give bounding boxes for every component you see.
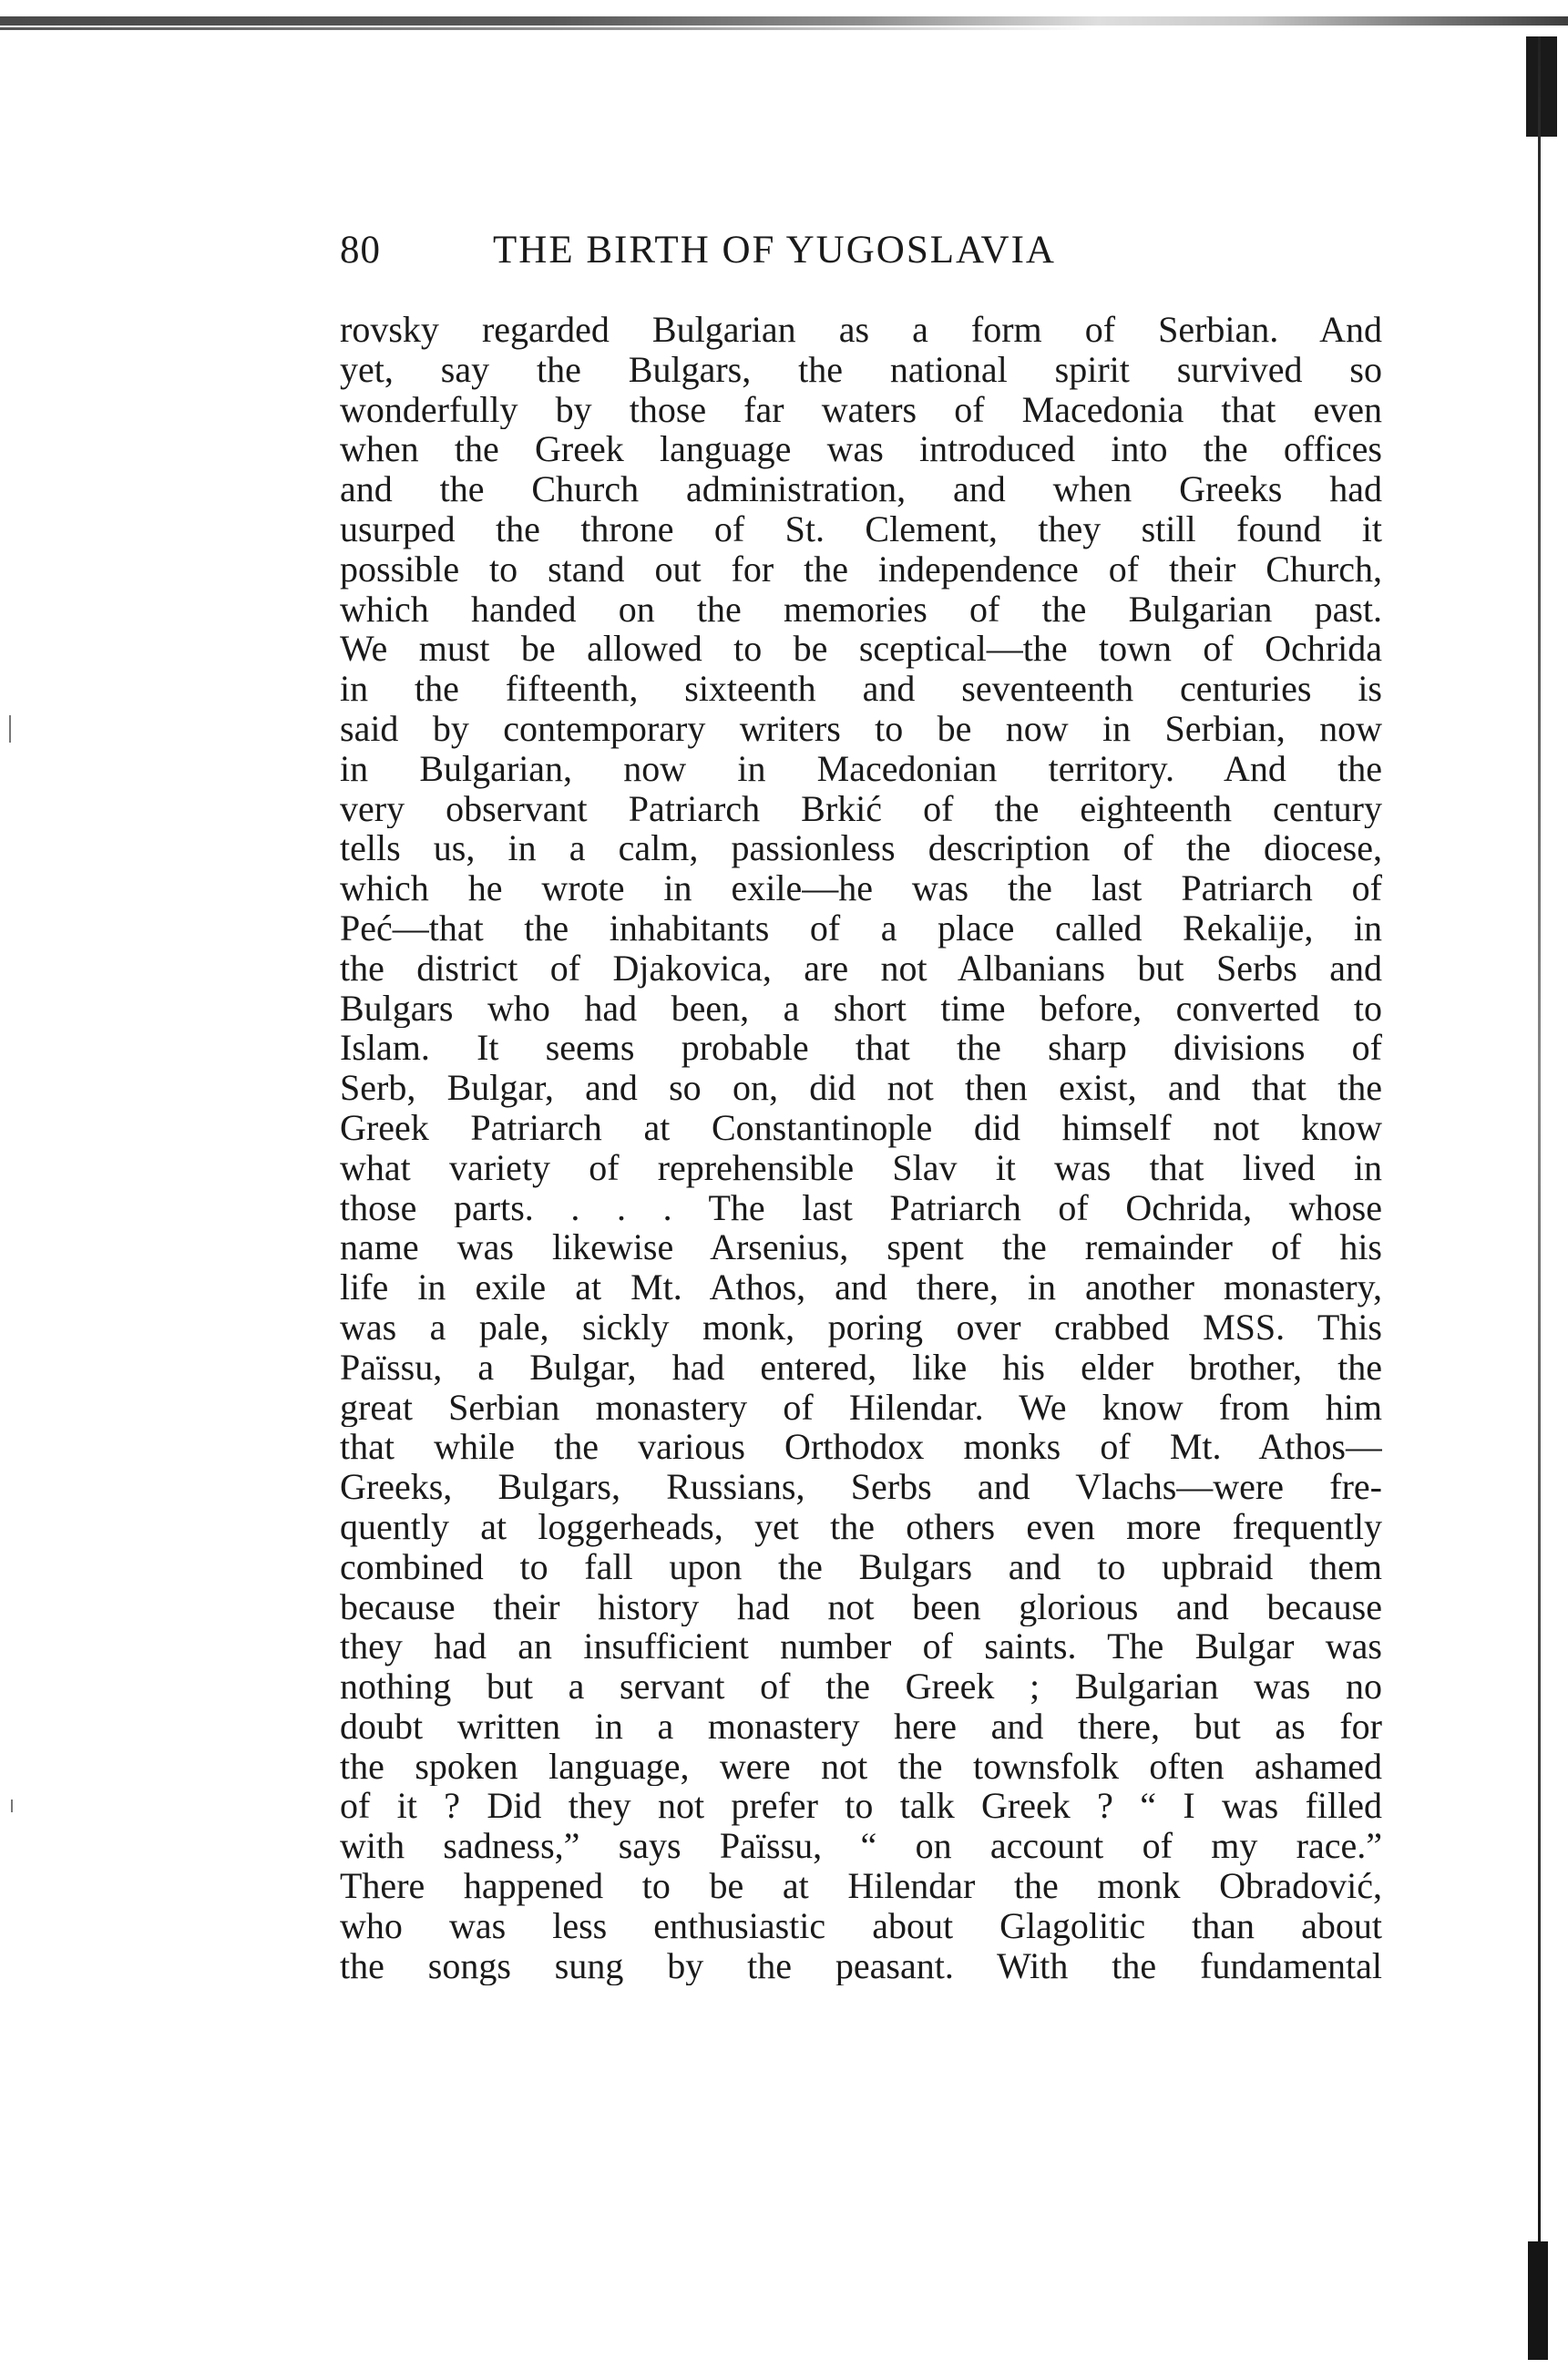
body-text <box>340 310 1382 1985</box>
text-line: usurped the throne of St. Clement, they still found it <box>340 508 1382 549</box>
text-line: of it ? Did they not prefer to talk Greek ? “ I was filled <box>340 1786 1382 1827</box>
text-line: in the fifteenth, sixteenth and seventeenth centuries is <box>340 669 1382 709</box>
text-line: those parts. . . . The last Patriarch of Ochrida, whose <box>340 1187 1382 1228</box>
scan-right-bottom-shadow <box>1528 2241 1548 2360</box>
text-line: in Bulgarian, now in Macedonian territory. And the <box>340 748 1382 789</box>
text-line: said by contemporary writers to be now in Serbian, now <box>340 708 1382 749</box>
text-line: combined to fall upon the Bulgars and to upbraid them <box>340 1546 1382 1587</box>
scan-right-edge <box>1538 36 1541 2351</box>
page-number: 80 <box>340 229 381 272</box>
text-line: nothing but a servant of the Greek ; Bulgarian was no <box>340 1666 1382 1707</box>
text-line: Islam. It seems probable that the sharp divisions of <box>340 1028 1382 1069</box>
text-line: name was likewise Arsenius, spent the remainder of his <box>340 1227 1382 1268</box>
text-line: Païssu, a Bulgar, had entered, like his elder brother, the <box>340 1347 1382 1388</box>
text-line: We must be allowed to be sceptical—the town of Ochrida <box>340 629 1382 670</box>
text-line: Bulgars who had been, a short time before, converted to <box>340 988 1382 1029</box>
text-line: tells us, in a calm, passionless description of the diocese, <box>340 828 1382 869</box>
text-line: and the Church administration, and when Greeks had <box>340 469 1382 509</box>
text-line: There happened to be at Hilendar the monk Obradović, <box>340 1866 1382 1906</box>
text-line: they had an insufficient number of saints. The Bulgar was <box>340 1626 1382 1667</box>
text-line: life in exile at Mt. Athos, and there, in another monastery, <box>340 1267 1382 1307</box>
scan-right-corner <box>1526 36 1557 137</box>
running-title: THE BIRTH OF YUGOSLAVIA <box>493 229 1056 272</box>
text-line: what variety of reprehensible Slav it was that lived in <box>340 1147 1382 1188</box>
text-line: who was less enthusiastic about Glagolitic than about <box>340 1905 1382 1946</box>
text-line: Peć—that the inhabitants of a place called Rekalije, in <box>340 908 1382 949</box>
text-line: Serb, Bulgar, and so on, did not then exist, and that the <box>340 1068 1382 1108</box>
text-line: was a pale, sickly monk, poring over crabbed MSS. This <box>340 1307 1382 1348</box>
text-line: the songs sung by the peasant. With the fundamental <box>340 1945 1382 1986</box>
text-line: doubt written in a monastery here and there, but as for <box>340 1706 1382 1747</box>
text-line: which he wrote in exile—he was the last Patriarch of <box>340 868 1382 908</box>
scan-top-edge <box>0 16 1568 26</box>
text-line: yet, say the Bulgars, the national spirit survived so <box>340 349 1382 390</box>
text-line: because their history had not been glorious and because <box>340 1586 1382 1627</box>
scan-speck <box>11 1800 13 1812</box>
text-line: Greek Patriarch at Constantinople did himself not know <box>340 1107 1382 1148</box>
text-line: which handed on the memories of the Bulgarian past. <box>340 589 1382 630</box>
text-line: wonderfully by those far waters of Macedonia that even <box>340 389 1382 430</box>
text-line: with sadness,” says Païssu, “ on account of my race.” <box>340 1826 1382 1867</box>
scan-top-rule <box>0 27 1093 30</box>
text-line: quently at loggerheads, yet the others even more frequently <box>340 1506 1382 1547</box>
text-line: that while the various Orthodox monks of Mt. Athos— <box>340 1427 1382 1468</box>
text-line: Greeks, Bulgars, Russians, Serbs and Vlachs—were fre- <box>340 1467 1382 1507</box>
text-line: the district of Djakovica, are not Albanians but Serbs and <box>340 948 1382 989</box>
running-head <box>340 228 1388 282</box>
scan-speck <box>9 715 11 743</box>
text-line: possible to stand out for the independence of their Church, <box>340 549 1382 590</box>
text-line: rovsky regarded Bulgarian as a form of Serbian. And <box>340 310 1382 350</box>
text-line: great Serbian monastery of Hilendar. We know from him <box>340 1387 1382 1428</box>
text-line: very observant Patriarch Brkić of the eighteenth century <box>340 788 1382 829</box>
text-line: the spoken language, were not the townsfolk often ashamed <box>340 1746 1382 1787</box>
text-line: when the Greek language was introduced into the offices <box>340 429 1382 470</box>
